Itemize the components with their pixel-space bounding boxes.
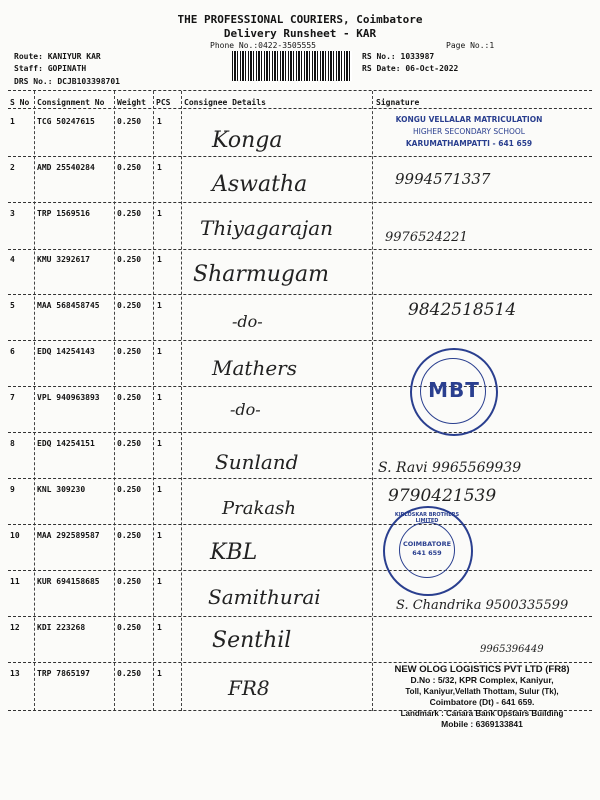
row-pcs: 1 [157, 209, 162, 218]
row-consignee: Sharmugam [193, 262, 329, 287]
kirloskar-seal [383, 506, 473, 596]
row-consignee: Thiyagarajan [200, 216, 334, 240]
kirloskar-seal-center: COIMBATORE 641 659 [402, 540, 452, 557]
row-consignee: KBL [210, 540, 258, 565]
row-rule [8, 156, 592, 157]
row-pcs: 1 [157, 347, 162, 356]
row-pcs: 1 [157, 301, 162, 310]
row-weight: 0.250 [117, 163, 142, 172]
school-stamp-line1: KONGU VELLALAR MATRICULATION [395, 115, 543, 124]
row-pcs: 1 [157, 255, 162, 264]
mbt-seal-text: MBT [428, 378, 480, 402]
page-number: Page No.:1 [446, 41, 495, 50]
row-pcs: 1 [157, 439, 162, 448]
row-consignment: EDQ 14254143 [37, 347, 95, 356]
row-pcs: 1 [157, 485, 162, 494]
divider-pcs [181, 91, 182, 711]
row-consignment: TRP 7865197 [37, 669, 90, 678]
row-signature: S. Chandrika 9500335599 [396, 598, 569, 613]
row-consignee: Aswatha [212, 172, 308, 197]
row-consignment: KNL 309230 [37, 485, 86, 494]
col-weight: Weight [117, 98, 146, 107]
row-weight: 0.250 [117, 531, 142, 540]
row-pcs: 1 [157, 669, 162, 678]
school-stamp-line2: HIGHER SECONDARY SCHOOL [413, 127, 525, 136]
newolog-line6: Mobile : 6369133841 [441, 719, 523, 729]
divider-consignment [114, 91, 115, 711]
row-consignee: -do- [230, 400, 261, 419]
row-sno: 1 [10, 117, 15, 126]
newolog-line2: D.No : 5/32, KPR Complex, Kaniyur, [410, 675, 554, 685]
runsheet-subtitle: Delivery Runsheet - KAR [223, 27, 377, 40]
row-consignment: KMU 3292617 [37, 255, 90, 264]
row-pcs: 1 [157, 531, 162, 540]
col-consignment: Consignment No [37, 98, 105, 107]
row-rule [8, 478, 592, 479]
row-sno: 9 [10, 485, 15, 494]
row-pcs: 1 [157, 393, 162, 402]
company-title: THE PROFESSIONAL COURIERS, Coimbatore [177, 13, 423, 26]
row-signature: 9994571337 [395, 170, 491, 188]
row-weight: 0.250 [117, 209, 142, 218]
row-signature: 9976524221 [385, 230, 468, 245]
row-rule [8, 340, 592, 341]
row-consignment: VPL 940963893 [37, 393, 100, 402]
divider-weight [153, 91, 154, 711]
row-sno: 6 [10, 347, 15, 356]
row-consignment: KUR 694158685 [37, 577, 100, 586]
row-consignee: Prakash [222, 498, 296, 519]
col-pcs: PCS [156, 98, 171, 107]
col-consignee: Consignee Details [184, 98, 266, 107]
school-stamp [380, 115, 558, 148]
row-sno: 5 [10, 301, 15, 310]
row-rule [8, 386, 592, 387]
row-sno: 8 [10, 439, 15, 448]
row-weight: 0.250 [117, 255, 142, 264]
row-sno: 4 [10, 255, 15, 264]
header-bottom-rule [8, 108, 592, 109]
row-signature: 9965396449 [480, 644, 544, 655]
row-rule [8, 524, 592, 525]
row-pcs: 1 [157, 163, 162, 172]
route-label: Route: KANIYUR KAR [14, 52, 101, 61]
row-rule [8, 294, 592, 295]
drs-number: DRS No.: DCJB103398701 [14, 77, 120, 86]
row-pcs: 1 [157, 117, 162, 126]
row-weight: 0.250 [117, 669, 142, 678]
rs-number: RS No.: 1033987 [362, 52, 435, 61]
row-consignment: KDI 223268 [37, 623, 86, 632]
col-signature: Signature [376, 98, 420, 107]
divider-consignee [372, 91, 373, 711]
row-weight: 0.250 [117, 117, 142, 126]
row-consignee: Samithurai [208, 585, 321, 609]
row-consignee: Konga [212, 128, 283, 153]
row-sno: 3 [10, 209, 15, 218]
row-weight: 0.250 [117, 347, 142, 356]
row-consignment: AMD 25540284 [37, 163, 95, 172]
row-rule [8, 616, 592, 617]
row-signature: S. Ravi 9965569939 [378, 460, 522, 476]
row-weight: 0.250 [117, 301, 142, 310]
barcode [232, 51, 352, 81]
row-weight: 0.250 [117, 485, 142, 494]
staff-label: Staff: GOPINATH [14, 64, 87, 73]
newolog-line5: Landmark : Canara Bank Upstairs Building [400, 709, 564, 718]
newolog-stamp [372, 664, 592, 730]
row-weight: 0.250 [117, 623, 142, 632]
row-consignee: FR8 [228, 676, 270, 700]
row-consignment: EDQ 14254151 [37, 439, 95, 448]
row-consignee: Senthil [212, 628, 292, 653]
phone-number: Phone No.:0422-3505555 [210, 41, 316, 50]
row-consignment: TCG 50247615 [37, 117, 95, 126]
kirloskar-seal-ring: KIRLOSKAR BROTHERS LIMITED [394, 512, 460, 524]
row-weight: 0.250 [117, 577, 142, 586]
row-consignee: Mathers [212, 356, 297, 380]
row-rule [8, 662, 592, 663]
row-rule [8, 432, 592, 433]
newolog-line3: Toll, Kaniyur,Vellath Thottam, Sulur (Tk), [405, 687, 559, 696]
row-weight: 0.250 [117, 393, 142, 402]
row-sno: 12 [10, 623, 20, 632]
row-sno: 11 [10, 577, 20, 586]
row-signature: 9790421539 [388, 486, 497, 506]
row-rule [8, 570, 592, 571]
rs-date: RS Date: 06-Oct-2022 [362, 64, 459, 73]
newolog-line4: Coimbatore (Dt) - 641 659. [429, 697, 535, 707]
school-stamp-line3: KARUMATHAMPATTI - 641 659 [405, 139, 533, 148]
row-consignee: Sunland [215, 450, 299, 474]
row-sno: 7 [10, 393, 15, 402]
row-consignment: MAA 292589587 [37, 531, 100, 540]
mbt-seal [410, 348, 498, 436]
header-top-rule [8, 90, 592, 91]
row-weight: 0.250 [117, 439, 142, 448]
divider-sno [34, 91, 35, 711]
row-signature: 9842518514 [408, 300, 517, 320]
row-sno: 2 [10, 163, 15, 172]
row-rule [8, 249, 592, 250]
row-consignment: TRP 1569516 [37, 209, 90, 218]
row-consignee: -do- [232, 312, 263, 331]
row-pcs: 1 [157, 577, 162, 586]
col-sno: S No [10, 98, 30, 107]
row-consignment: MAA 568458745 [37, 301, 100, 310]
newolog-line1: NEW OLOG LOGISTICS PVT LTD (FR8) [394, 664, 570, 675]
row-sno: 10 [10, 531, 20, 540]
row-sno: 13 [10, 669, 20, 678]
row-pcs: 1 [157, 623, 162, 632]
row-rule [8, 202, 592, 203]
